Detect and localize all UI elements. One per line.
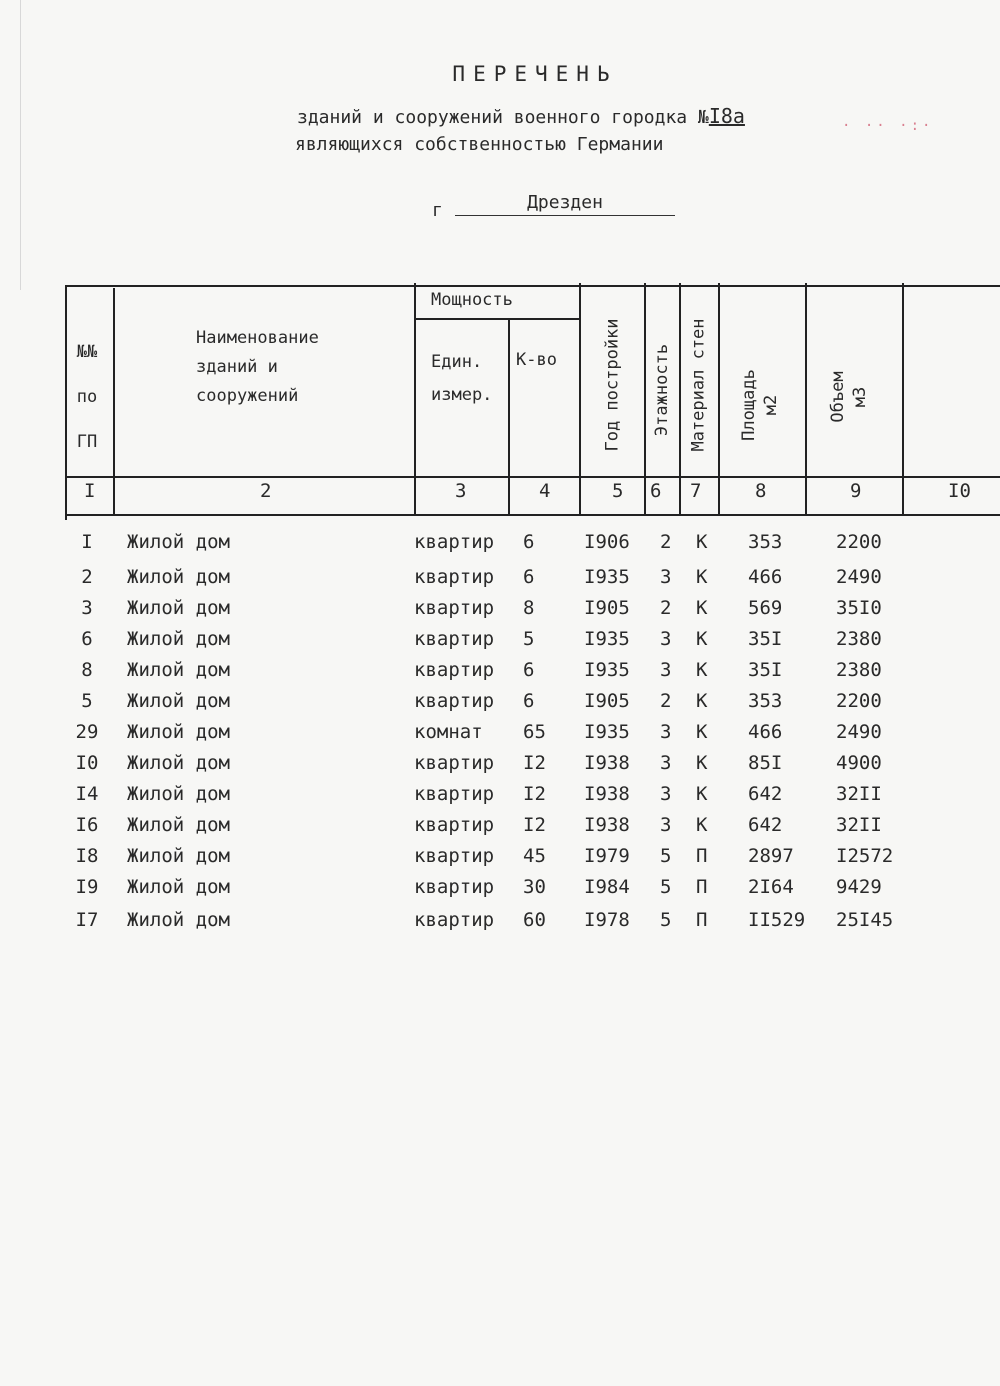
- row-number: I8: [75, 845, 99, 867]
- row-volume: 25I45: [836, 909, 894, 931]
- row-name: Жилой дом: [127, 597, 230, 619]
- row-material: К: [696, 628, 708, 650]
- column-number: 8: [755, 480, 767, 502]
- row-material: К: [696, 752, 708, 774]
- row-unit: квартир: [414, 531, 495, 553]
- stamp-mark: · ·· ·:·: [842, 118, 934, 134]
- row-number: 29: [75, 721, 99, 743]
- row-volume: 32II: [836, 814, 882, 836]
- row-name: Жилой дом: [127, 566, 230, 588]
- row-material: К: [696, 531, 708, 553]
- row-floors: 5: [660, 909, 672, 931]
- header-name-line-2: зданий и: [196, 357, 278, 377]
- row-material: К: [696, 659, 708, 681]
- subtitle-text: зданий и сооружений военного городка №: [297, 107, 709, 128]
- header-year: Год постройки: [602, 318, 623, 452]
- header-name-line-3: сооружений: [196, 386, 299, 406]
- row-qty: 6: [523, 690, 535, 712]
- row-year: I905: [584, 597, 630, 619]
- row-qty: I2: [523, 783, 546, 805]
- row-qty: 6: [523, 659, 535, 681]
- row-number: 3: [81, 597, 93, 619]
- table-row: [0, 783, 1000, 813]
- subtitle-line-2: являющихся собственностью Германии: [295, 134, 664, 155]
- row-floors: 5: [660, 845, 672, 867]
- vline-3: [508, 318, 510, 516]
- row-year: I938: [584, 814, 630, 836]
- row-unit: квартир: [414, 659, 495, 681]
- row-name: Жилой дом: [127, 876, 230, 898]
- row-material: П: [696, 909, 708, 931]
- row-area: II529: [748, 909, 806, 931]
- row-year: I938: [584, 783, 630, 805]
- header-name-line-1: Наименование: [196, 328, 319, 348]
- row-qty: 60: [523, 909, 546, 931]
- header-capacity: Мощность: [431, 290, 513, 310]
- row-material: К: [696, 566, 708, 588]
- row-name: Жилой дом: [127, 690, 230, 712]
- row-area: 2I64: [748, 876, 794, 898]
- row-floors: 2: [660, 690, 672, 712]
- table-top-line: [66, 285, 1000, 287]
- city-name: Дрезден: [455, 192, 675, 216]
- row-number: I: [81, 531, 93, 553]
- row-area: 353: [748, 690, 783, 712]
- row-year: I906: [584, 531, 630, 553]
- table-row: [0, 628, 1000, 658]
- row-year: I935: [584, 566, 630, 588]
- row-unit: квартир: [414, 566, 495, 588]
- row-unit: квартир: [414, 909, 495, 931]
- row-unit: квартир: [414, 597, 495, 619]
- column-number: I: [84, 480, 96, 502]
- row-year: I935: [584, 628, 630, 650]
- vline-4: [579, 283, 581, 516]
- row-area: 35I: [748, 628, 783, 650]
- header-material: Материал стен: [688, 318, 709, 452]
- document-title: ПЕРЕЧЕНЬ: [452, 62, 618, 86]
- row-year: I905: [584, 690, 630, 712]
- row-name: Жилой дом: [127, 659, 230, 681]
- row-area: 642: [748, 814, 783, 836]
- header-no: [72, 330, 102, 465]
- row-year: I935: [584, 721, 630, 743]
- row-qty: 5: [523, 628, 535, 650]
- table-row: [0, 566, 1000, 596]
- vline-2: [414, 283, 416, 516]
- row-qty: 30: [523, 876, 546, 898]
- row-area: 85I: [748, 752, 783, 774]
- row-area: 353: [748, 531, 783, 553]
- row-name: Жилой дом: [127, 783, 230, 805]
- row-area: 466: [748, 721, 783, 743]
- row-volume: I2572: [836, 845, 894, 867]
- row-floors: 3: [660, 752, 672, 774]
- row-year: I979: [584, 845, 630, 867]
- row-unit: квартир: [414, 752, 495, 774]
- row-qty: 45: [523, 845, 546, 867]
- subtitle-line-1: [297, 104, 745, 128]
- header-name: [196, 324, 319, 411]
- row-floors: 3: [660, 659, 672, 681]
- header-volume-line-1: Объем: [828, 371, 848, 423]
- column-number: 2: [260, 480, 272, 502]
- header-unit-line-2: измер.: [431, 385, 493, 405]
- row-number: I9: [75, 876, 99, 898]
- row-floors: 3: [660, 566, 672, 588]
- vline-9: [902, 283, 904, 516]
- row-material: К: [696, 597, 708, 619]
- row-material: К: [696, 814, 708, 836]
- table-row: [0, 814, 1000, 844]
- row-volume: 2380: [836, 659, 882, 681]
- row-qty: 65: [523, 721, 546, 743]
- town-number: I8а: [708, 104, 745, 128]
- row-volume: 2200: [836, 531, 882, 553]
- column-number: I0: [948, 480, 971, 502]
- header-unit: [431, 346, 492, 412]
- vline-5: [644, 283, 646, 516]
- vline-6: [679, 283, 681, 516]
- header-volume: [827, 342, 871, 452]
- row-material: К: [696, 721, 708, 743]
- row-number: 6: [81, 628, 93, 650]
- row-material: П: [696, 876, 708, 898]
- row-area: 35I: [748, 659, 783, 681]
- row-qty: I2: [523, 814, 546, 836]
- row-floors: 3: [660, 814, 672, 836]
- table-row: [0, 845, 1000, 875]
- table-row: [0, 597, 1000, 627]
- row-volume: 9429: [836, 876, 882, 898]
- header-area-line-1: Площадь: [739, 369, 759, 441]
- capacity-sub-line: [414, 318, 580, 320]
- table-row: [0, 721, 1000, 751]
- row-material: К: [696, 783, 708, 805]
- vline-1: [113, 288, 115, 516]
- row-name: Жилой дом: [127, 531, 230, 553]
- row-unit: комнат: [414, 721, 483, 743]
- row-number: I4: [75, 783, 99, 805]
- row-name: Жилой дом: [127, 909, 230, 931]
- header-area-line-2: м2: [761, 394, 781, 416]
- row-number: I6: [75, 814, 99, 836]
- vline-8: [805, 283, 807, 516]
- row-floors: 2: [660, 531, 672, 553]
- header-unit-line-1: Един.: [431, 352, 483, 372]
- table-row: [0, 752, 1000, 782]
- row-area: 2897: [748, 845, 794, 867]
- row-qty: 8: [523, 597, 535, 619]
- row-qty: 6: [523, 531, 535, 553]
- column-number: 7: [690, 480, 702, 502]
- table-row: [0, 909, 1000, 939]
- header-area: [738, 350, 782, 460]
- column-number: 5: [612, 480, 624, 502]
- row-number: 8: [81, 659, 93, 681]
- header-no-line-1: №№: [76, 342, 98, 362]
- row-volume: 35I0: [836, 597, 882, 619]
- row-qty: I2: [523, 752, 546, 774]
- row-year: I938: [584, 752, 630, 774]
- vline-7: [718, 283, 720, 516]
- row-unit: квартир: [414, 814, 495, 836]
- table-row: [0, 531, 1000, 561]
- row-area: 642: [748, 783, 783, 805]
- column-number: 4: [539, 480, 551, 502]
- header-qty: К-во: [516, 350, 557, 370]
- table-row: [0, 659, 1000, 689]
- header-bottom-line: [66, 476, 1000, 478]
- city-prefix: г: [432, 200, 443, 221]
- margin-line: [20, 0, 21, 290]
- row-unit: квартир: [414, 783, 495, 805]
- row-unit: квартир: [414, 845, 495, 867]
- row-volume: 2200: [836, 690, 882, 712]
- row-unit: квартир: [414, 690, 495, 712]
- row-volume: 32II: [836, 783, 882, 805]
- row-floors: 3: [660, 783, 672, 805]
- column-number: 9: [850, 480, 862, 502]
- row-number: I7: [75, 909, 99, 931]
- header-volume-line-2: м3: [850, 386, 870, 408]
- row-year: I984: [584, 876, 630, 898]
- table-row: [0, 690, 1000, 720]
- row-material: К: [696, 690, 708, 712]
- row-floors: 3: [660, 721, 672, 743]
- row-number: 5: [81, 690, 93, 712]
- row-qty: 6: [523, 566, 535, 588]
- row-number: I0: [75, 752, 99, 774]
- row-volume: 2380: [836, 628, 882, 650]
- row-area: 569: [748, 597, 783, 619]
- row-material: П: [696, 845, 708, 867]
- vline-0: [65, 285, 67, 520]
- column-number: 6: [650, 480, 662, 502]
- row-year: I935: [584, 659, 630, 681]
- row-unit: квартир: [414, 876, 495, 898]
- row-area: 466: [748, 566, 783, 588]
- row-name: Жилой дом: [127, 845, 230, 867]
- row-name: Жилой дом: [127, 628, 230, 650]
- header-no-line-2: по: [76, 387, 98, 407]
- row-floors: 3: [660, 628, 672, 650]
- row-name: Жилой дом: [127, 814, 230, 836]
- row-volume: 4900: [836, 752, 882, 774]
- header-floors: Этажность: [652, 343, 672, 437]
- row-volume: 2490: [836, 721, 882, 743]
- row-volume: 2490: [836, 566, 882, 588]
- row-year: I978: [584, 909, 630, 931]
- row-number: 2: [81, 566, 93, 588]
- table-row: [0, 876, 1000, 906]
- number-row-line: [66, 514, 1000, 516]
- row-unit: квартир: [414, 628, 495, 650]
- row-name: Жилой дом: [127, 721, 230, 743]
- row-floors: 5: [660, 876, 672, 898]
- row-floors: 2: [660, 597, 672, 619]
- row-name: Жилой дом: [127, 752, 230, 774]
- column-number: 3: [455, 480, 467, 502]
- header-no-line-3: ГП: [76, 432, 98, 452]
